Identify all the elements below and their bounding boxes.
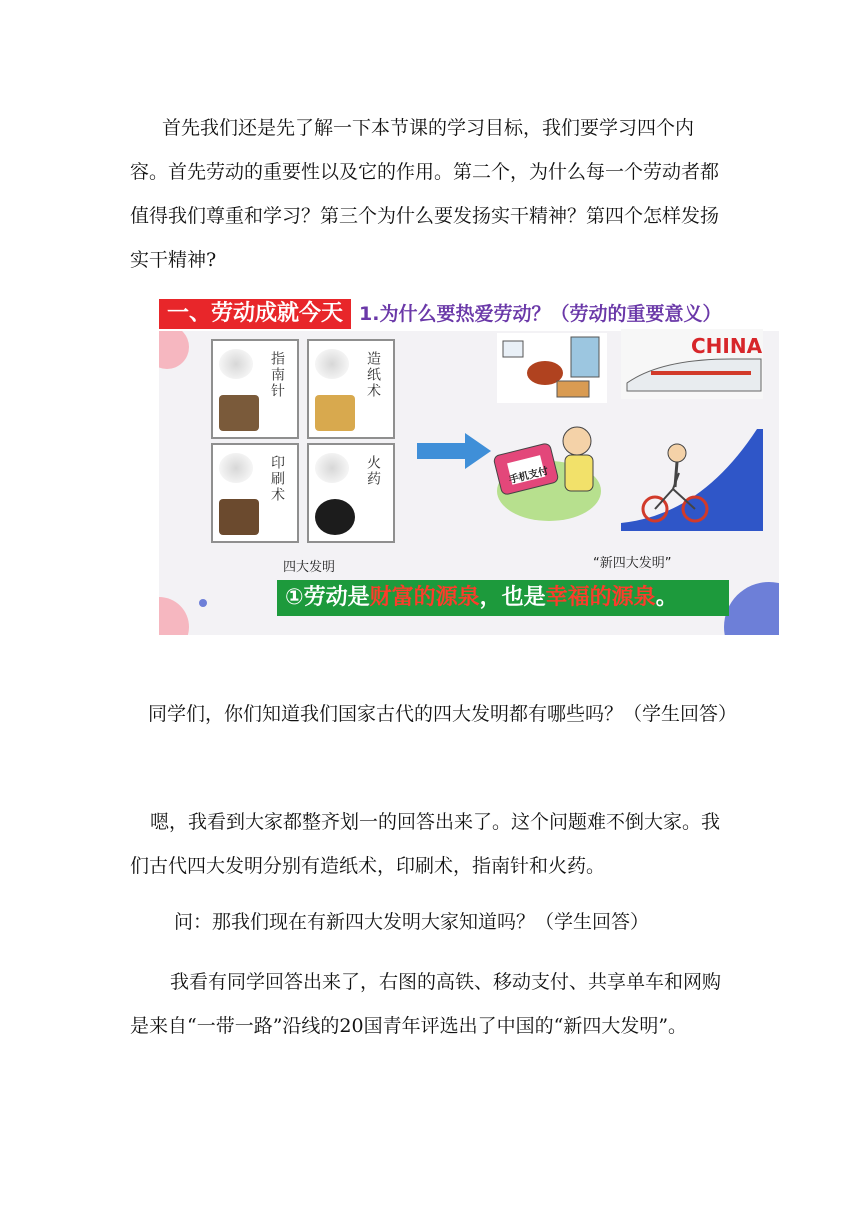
shopping-illustration	[497, 333, 607, 403]
bike-illustration	[621, 425, 763, 531]
conclusion-banner	[277, 580, 729, 616]
banner-highlight-happiness: 幸福的源泉	[545, 585, 656, 610]
banner-part-c: ，也是	[479, 585, 546, 610]
card-title: 印刷术	[269, 455, 285, 503]
paragraph-four-inventions-question: 同学们，你们知道我们国家古代的四大发明都有哪些吗？（学生回答）	[148, 703, 738, 725]
paragraph-learning-goals: 首先我们还是先了解一下本节课的学习目标，我们要学习四个内容。首先劳动的重要性以及它的作用。第二个，为什么每一个劳动者都值得我们尊重和学习？第三个为什么要发扬实干精神？第四个怎样发扬实干精神?	[130, 117, 720, 271]
card-papermaking	[307, 339, 395, 439]
slide-header	[159, 297, 779, 331]
slide-question: 1.为什么要热爱劳动？（劳动的重要意义）	[359, 303, 722, 325]
train-illustration	[621, 329, 763, 399]
ancient-caption: 四大发明	[283, 560, 336, 575]
lesson-slide-image	[159, 297, 779, 635]
ink-decoration	[315, 349, 349, 379]
pay-label: 手机支付	[508, 465, 550, 487]
section-title: 一、劳动成就今天	[159, 299, 351, 329]
paragraph-new-inventions-question: 问：那我们现在有新四大发明大家知道吗？（学生回答）	[174, 911, 650, 933]
new-inventions-caption: “新四大发明”	[593, 556, 672, 571]
card-printing	[211, 443, 299, 543]
deco-circle-blue	[724, 582, 779, 635]
ink-decoration	[219, 453, 253, 483]
deco-circle-pink	[159, 325, 189, 369]
card-title: 指南针	[269, 351, 285, 399]
ink-decoration	[219, 349, 253, 379]
china-label: CHINA	[691, 334, 763, 358]
banner-part-e: 。	[655, 585, 678, 610]
paragraph-new-inventions-answer: 我看有同学回答出来了，右图的高铁、移动支付、共享单车和网购是来自“一带一路”沿线的20国青年评选出了中国的“新四大发明”。	[130, 971, 722, 1037]
paragraph-four-inventions-answer: 嗯，我看到大家都整齐划一的回答出来了。这个问题难不倒大家。我们古代四大发明分别有造纸术，印刷术，指南针和火药。	[130, 811, 721, 877]
mobile-payment-picture	[489, 407, 609, 525]
printing-art	[219, 499, 259, 535]
deco-dot	[199, 599, 207, 607]
deco-circle-pink-bottom	[159, 597, 189, 635]
payment-illustration	[489, 407, 609, 525]
banner-highlight-wealth: 财富的源泉	[369, 585, 480, 610]
card-compass	[211, 339, 299, 439]
arrow-right-icon	[417, 431, 493, 471]
paper-art	[315, 395, 355, 431]
high-speed-rail-picture	[621, 329, 763, 399]
card-title: 造纸术	[365, 351, 381, 399]
card-gunpowder	[307, 443, 395, 543]
online-shopping-picture	[497, 333, 607, 403]
card-title: 火药	[365, 455, 381, 487]
shared-bike-picture	[621, 425, 763, 531]
gunpowder-art	[315, 499, 355, 535]
banner-part-a: ①劳动是	[285, 585, 370, 610]
compass-art	[219, 395, 259, 431]
ink-decoration	[315, 453, 349, 483]
